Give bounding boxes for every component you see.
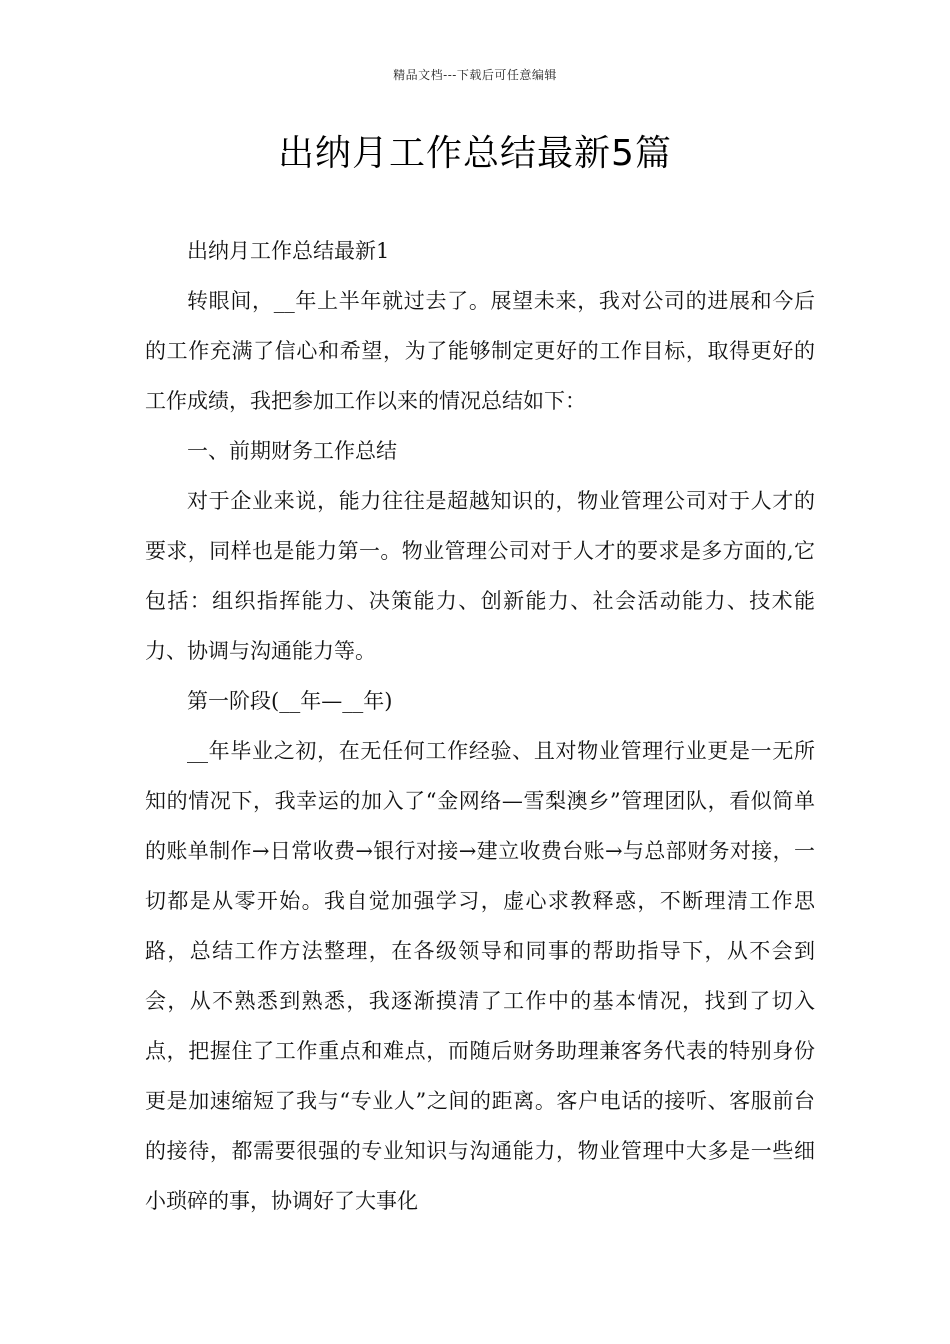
document-body	[145, 226, 815, 1226]
body-paragraph: __年毕业之初，在无任何工作经验、且对物业管理行业更是一无所知的情况下，我幸运的加入了“金网络—雪梨澳乡”管理团队，看似简单的账单制作→日常收费→银行对接→建立收费台账→与总部财务对接，一切都是从零开始。我自觉加强学习，虚心求教释惑，不断理清工作思路，总结工作方法整理，在各级领导和同事的帮助指导下，从不会到会，从不熟悉到熟悉，我逐渐摸清了工作中的基本情况，找到了切入点，把握住了工作重点和难点，而随后财务助理兼客务代表的特别身份更是加速缩短了我与“专业人”之间的距离。客户电话的接听、客服前台的接待，都需要很强的专业知识与沟通能力，物业管理中大多是一些细小琐碎的事，协调好了大事化	[145, 739, 815, 1213]
stage-heading: 第一阶段(__年—__年)	[187, 689, 393, 713]
document-title: 出纳月工作总结最新5篇	[278, 133, 672, 174]
subsection-heading: 一、前期财务工作总结	[187, 439, 397, 463]
page-header: 精品文档---下载后可任意编辑	[393, 68, 557, 82]
body-paragraph: 转眼间，__年上半年就过去了。展望未来，我对公司的进展和今后的工作充满了信心和希望，为了能够制定更好的工作目标，取得更好的工作成绩，我把参加工作以来的情况总结如下：	[145, 289, 815, 413]
section-heading: 出纳月工作总结最新1	[187, 239, 390, 263]
body-paragraph: 对于企业来说，能力往往是超越知识的，物业管理公司对于人才的要求，同样也是能力第一。物业管理公司对于人才的要求是多方面的,它包括：组织指挥能力、决策能力、创新能力、社会活动能力、技术能力、协调与沟通能力等。	[145, 489, 815, 663]
